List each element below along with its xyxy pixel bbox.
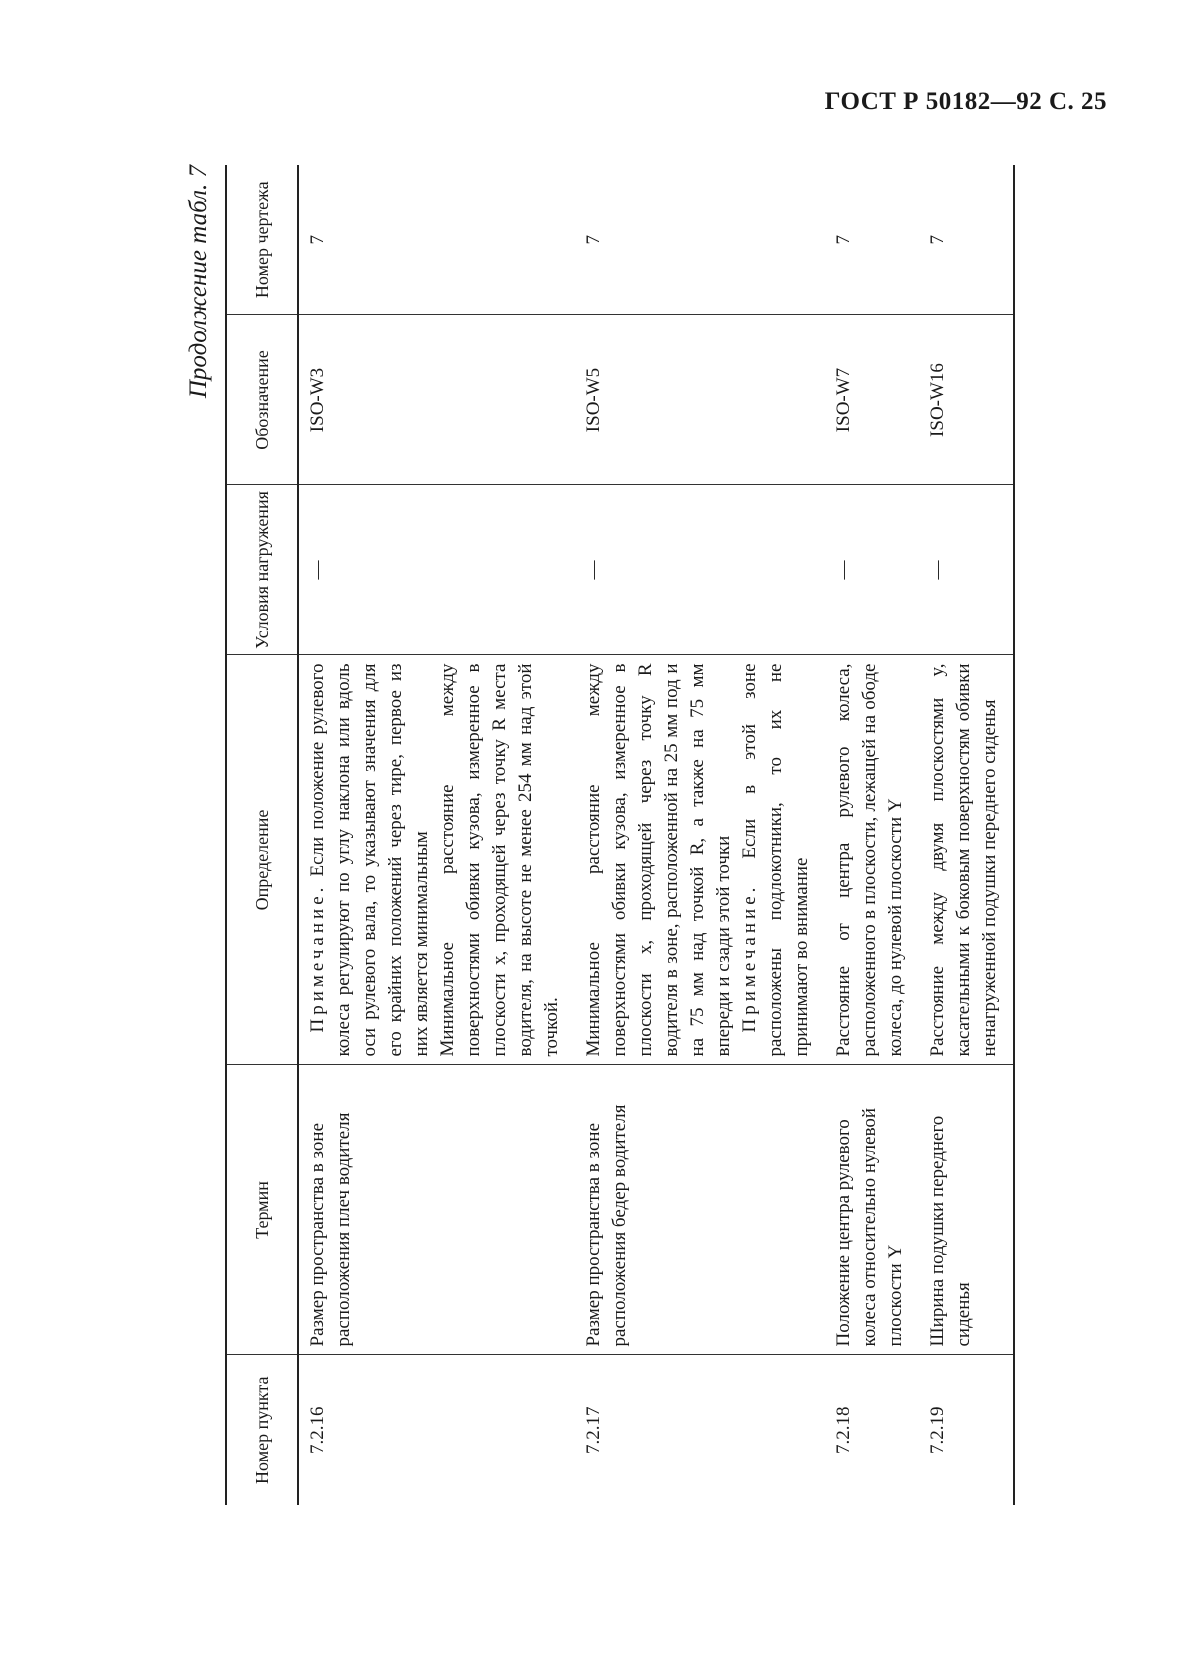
row-load: — — [298, 485, 575, 655]
row-number: 7.2.16 — [307, 1406, 328, 1454]
table-caption: Продолжение табл. 7 — [185, 165, 212, 399]
row-term: Ширина подушки переднего сиденья — [919, 1065, 1014, 1355]
row-definition: Минимальное расстояние между поверхностями обивки кузова, измеренное в плоскости x, проходящей через точку R водителя в зоне, расположенной на 25 мм под и на 75 мм над точкой R, а также на 75 мм впереди и сзади этой точки — [583, 663, 734, 1057]
col-header-drawing: Номер чертежа — [226, 165, 298, 315]
table-row — [825, 165, 919, 1505]
row-definition-cell — [575, 655, 825, 1065]
row-drawing: 7 — [298, 165, 575, 315]
rotated-table-area — [185, 165, 1110, 1505]
table-row — [919, 165, 1014, 1505]
col-header-term: Термин — [226, 1065, 298, 1355]
note-prefix: Примечание. — [307, 883, 328, 1033]
row-load: — — [919, 485, 1014, 655]
terms-table — [225, 165, 1015, 1505]
col-header-num: Номер пункта — [251, 1376, 272, 1484]
row-definition: Расстояние от центра рулевого колеса, расположенного в плоскости, лежащей на ободе колеса, до нулевой плоскости Y — [825, 655, 919, 1065]
table-row — [575, 165, 825, 1505]
col-header-load: Условия нагружения — [226, 485, 298, 655]
note-text: Если в этой зоне расположены подлокотники, то их не принимают во внимание — [739, 663, 812, 1057]
row-number: 7.2.18 — [833, 1406, 854, 1454]
row-code: ISO-W3 — [298, 315, 575, 485]
row-definition: Расстояние между двумя плоскостями y, касательными к боковым поверхностям обивки ненагруженной подушки переднего сиденья — [919, 655, 1014, 1065]
note-prefix: Примечание. — [739, 883, 760, 1033]
table-header-row — [226, 165, 298, 1505]
row-number: 7.2.19 — [919, 1355, 1014, 1505]
row-definition: Минимальное расстояние между поверхностями обивки кузова, измеренное в плоскости x, проходящей через точку R места водителя, на высоте не менее 254 мм над этой точкой. — [437, 663, 562, 1057]
note-text: Если положение рулевого колеса регулируют по углу наклона или вдоль оси рулевого вала, то указывают значения для его крайних положений через тире, первое из них является минимальным — [307, 663, 432, 1057]
row-code: ISO-W16 — [919, 315, 1014, 485]
row-number: 7.2.17 — [583, 1406, 604, 1454]
row-code: ISO-W7 — [825, 315, 919, 485]
row-note — [737, 664, 815, 1057]
row-term: Положение центра рулевого колеса относительно нулевой плоскости Y — [825, 1065, 919, 1355]
row-drawing: 7 — [575, 165, 825, 315]
row-drawing: 7 — [919, 165, 1014, 315]
row-drawing: 7 — [825, 165, 919, 315]
col-header-code: Обозначение — [226, 315, 298, 485]
page-header: ГОСТ Р 50182—92 С. 25 — [824, 88, 1107, 115]
row-load: — — [825, 485, 919, 655]
col-header-definition: Определение — [226, 655, 298, 1065]
rotated-page-content — [185, 165, 1110, 1505]
table-row — [298, 165, 575, 1505]
row-term: Размер пространства в зоне расположения бедер водителя — [575, 1065, 825, 1355]
row-code: ISO-W5 — [575, 315, 825, 485]
row-note — [305, 664, 435, 1057]
row-load: — — [575, 485, 825, 655]
row-definition-cell — [298, 655, 575, 1065]
row-term: Размер пространства в зоне расположения плеч водителя — [298, 1065, 575, 1355]
